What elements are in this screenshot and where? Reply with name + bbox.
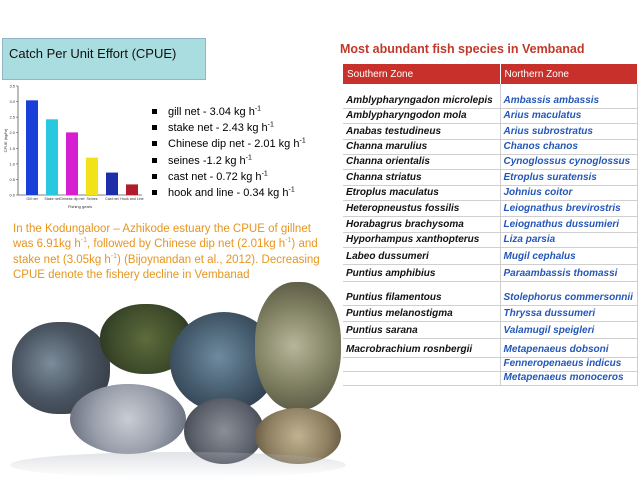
header-northern-zone: Northern Zone (500, 64, 637, 84)
para-part-1: In the Kodungaloor – Azhikode estuary the CPUE of gillnet was 6.91kg h (13, 223, 311, 251)
table-row (343, 371, 637, 385)
bar-4 (106, 173, 118, 195)
x-tick-label: Gill net (26, 197, 38, 201)
photo-reflection (10, 452, 346, 478)
table-row (343, 264, 637, 281)
northern-zone-species: Ambassis ambassis (500, 84, 637, 108)
southern-zone-species: Channa striatus (343, 169, 500, 185)
bar-2 (66, 132, 78, 195)
northern-zone-species: Thryssa dussumeri (500, 305, 637, 321)
southern-zone-species (343, 371, 500, 385)
southern-zone-species: Macrobrachium rosnbergii (343, 338, 500, 357)
gear-cpue-exponent: -1 (245, 153, 252, 161)
cpue-bar-chart (2, 80, 145, 218)
southern-zone-species: Etroplus maculatus (343, 185, 500, 200)
fish-species-title: Most abundant fish species in Vembanad (340, 42, 585, 56)
para-part-4: ) (Bijoynandan et al., 2012). Decreasing CPUE denote the fishery decline in Vembanad (13, 253, 320, 282)
para-exp-1: -1 (80, 237, 87, 245)
bullet-square-icon (152, 109, 157, 114)
y-tick-label: 0.0 (9, 192, 15, 198)
header-southern-zone: Southern Zone (343, 64, 500, 84)
para-part-3: ) and stake net (3.05kg h (13, 238, 318, 266)
bar-3 (86, 158, 98, 195)
table-row (343, 338, 637, 357)
y-tick-label: 2.0 (9, 130, 15, 136)
southern-zone-species: Labeo dussumeri (343, 247, 500, 264)
bar-5 (126, 184, 138, 195)
southern-zone-species: Hyporhampus xanthopterus (343, 232, 500, 247)
northern-zone-species: Fenneropenaeus indicus (500, 357, 637, 371)
gear-cpue-label: hook and line - 0.34 kg h (168, 187, 289, 200)
gear-cpue-item (148, 185, 348, 201)
y-tick-label: 1.5 (9, 145, 15, 151)
gear-cpue-item (148, 153, 348, 169)
fish-photo-small-fish-pile (255, 282, 341, 410)
gear-cpue-label: gill net - 3.04 kg h (168, 106, 255, 118)
gear-cpue-label: Chinese dip net - 2.01 kg h (168, 138, 300, 151)
bullet-square-icon (152, 174, 157, 179)
y-tick-label: 2.5 (9, 114, 15, 120)
para-exp-2: -1 (285, 237, 292, 245)
table-row (343, 357, 637, 371)
table-row (343, 139, 637, 154)
table-body (343, 84, 637, 385)
table-row (343, 232, 637, 247)
y-axis-label: CPUE (kg/hr) (3, 128, 8, 153)
northern-zone-species: Arius subrostratus (500, 123, 637, 139)
cpue-title-text: Catch Per Unit Effort (CPUE) (9, 46, 177, 61)
table-row (343, 247, 637, 264)
northern-zone-species: Valamugil speigleri (500, 321, 637, 338)
gear-cpue-label: stake net - 2.43 kg h (168, 122, 268, 135)
northern-zone-species: Etroplus suratensis (500, 169, 637, 185)
gear-cpue-list (148, 104, 348, 201)
x-tick-label: Cast net (105, 197, 119, 201)
southern-zone-species: Amblypharyngodon mola (343, 108, 500, 123)
table-row (343, 108, 637, 123)
gear-cpue-exponent: -1 (288, 186, 295, 194)
para-exp-3: -1 (110, 252, 118, 260)
gear-cpue-exponent: -1 (299, 137, 306, 145)
gear-cpue-item (148, 169, 348, 185)
table-row (343, 154, 637, 169)
southern-zone-species: Heteropneustus fossilis (343, 200, 500, 216)
fish-species-table (343, 64, 638, 386)
southern-zone-species: Puntius melanostigma (343, 305, 500, 321)
table-row (343, 281, 637, 305)
y-tick-label: 3.0 (9, 99, 15, 105)
cpue-paragraph (13, 222, 331, 284)
table-row (343, 321, 637, 338)
southern-zone-species: Anabas testudineus (343, 123, 500, 139)
gear-cpue-item (148, 136, 348, 152)
northern-zone-species: Arius maculatus (500, 108, 637, 123)
northern-zone-species: Leiognathus brevirostris (500, 200, 637, 216)
northern-zone-species: Cynoglossus cynoglossus (500, 154, 637, 169)
gear-cpue-item (148, 104, 348, 120)
fish-photo-silver-fish (70, 384, 186, 454)
gear-cpue-label: cast net - 0.72 kg h (168, 170, 262, 183)
gear-cpue-exponent: -1 (267, 121, 274, 129)
table-row (343, 185, 637, 200)
para-part-2: , followed by Chinese dip net (2.01kg h (87, 238, 286, 251)
southern-zone-species: Channa marulius (343, 139, 500, 154)
table-row (343, 169, 637, 185)
table-row (343, 123, 637, 139)
bullet-square-icon (152, 141, 157, 146)
x-axis-label: Fishing gears (67, 204, 93, 209)
cpue-chart-svg (2, 80, 145, 218)
bar-0 (26, 100, 38, 195)
southern-zone-species: Puntius amphibius (343, 264, 500, 281)
x-tick-label: Hook and Line (120, 197, 144, 201)
bullet-square-icon (152, 158, 157, 163)
table-row (343, 305, 637, 321)
northern-zone-species: Stolephorus commersonnii (500, 281, 637, 305)
southern-zone-species (343, 357, 500, 371)
bullet-square-icon (152, 125, 157, 130)
table-row (343, 200, 637, 216)
cpue-title (2, 38, 206, 80)
northern-zone-species: Metapenaeus dobsoni (500, 338, 637, 357)
southern-zone-species: Amblypharyngadon microlepis (343, 84, 500, 108)
northern-zone-species: Metapenaeus monoceros (500, 371, 637, 385)
bullet-square-icon (152, 190, 157, 195)
y-tick-label: 0.5 (9, 176, 15, 182)
table-row (343, 84, 637, 108)
southern-zone-species: Channa orientalis (343, 154, 500, 169)
gear-cpue-exponent: -1 (254, 105, 262, 113)
gear-cpue-item (148, 120, 348, 136)
bar-1 (46, 119, 58, 195)
y-tick-label: 3.5 (9, 83, 15, 89)
gear-cpue-exponent: -1 (261, 170, 268, 178)
northern-zone-species: Johnius coitor (500, 185, 637, 200)
southern-zone-species: Puntius sarana (343, 321, 500, 338)
table-header-row (343, 64, 637, 84)
table-row (343, 216, 637, 232)
northern-zone-species: Chanos chanos (500, 139, 637, 154)
y-tick-label: 1.0 (9, 161, 15, 167)
x-tick-label: Seines (86, 197, 98, 201)
northern-zone-species: Paraambassis thomassi (500, 264, 637, 281)
southern-zone-species: Horabagrus brachysoma (343, 216, 500, 232)
x-tick-label: Stake net (44, 197, 60, 201)
northern-zone-species: Leiognathus dussumieri (500, 216, 637, 232)
x-tick-label: Chinese dip net (59, 197, 85, 201)
southern-zone-species: Puntius filamentous (343, 281, 500, 305)
northern-zone-species: Liza parsia (500, 232, 637, 247)
gear-cpue-label: seines -1.2 kg h (168, 154, 246, 167)
northern-zone-species: Mugil cephalus (500, 247, 637, 264)
